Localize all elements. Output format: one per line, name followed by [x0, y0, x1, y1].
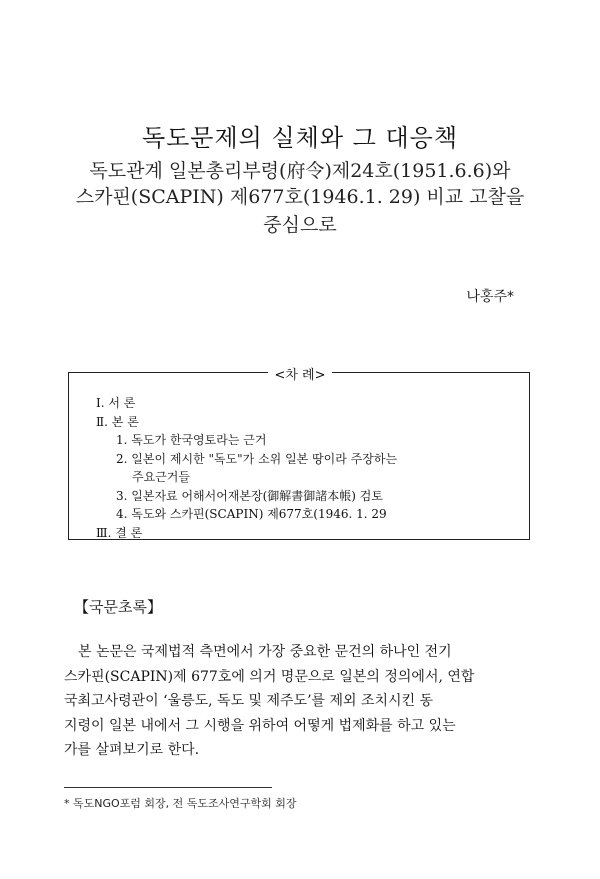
- toc-subitem-3: 3. 일본자료 어해서어재본장(御解書御諸本帳) 검토: [116, 488, 383, 503]
- paper-subtitle-line-2: 스카핀(SCAPIN) 제677호(1946.1. 29) 비교 고찰을: [75, 186, 525, 208]
- abstract-heading: 【국문초록】: [74, 598, 162, 616]
- toc-heading: [0, 364, 600, 383]
- abstract-line-4: 지령이 일본 내에서 그 시행을 위하여 어떻게 법제화를 하고 있는: [64, 717, 456, 734]
- paper-subtitle-line-3: 중심으로: [263, 214, 337, 236]
- author-name: 나홍주*: [466, 289, 514, 305]
- toc-subitem-2-continued: 주요근거들: [132, 470, 190, 484]
- footnote-divider: [64, 787, 272, 788]
- toc-list: [96, 394, 397, 542]
- paper-subtitle-line-1: 독도관계 일본총리부령(府令)제24호(1951.6.6)와: [89, 160, 511, 182]
- abstract-line-3: 국최고사령관이 ‘울릉도, 독도 및 제주도’를 제외 조치시킨 동: [64, 693, 434, 709]
- toc-subitem-2: 2. 일본이 제시한 "독도"가 소위 일본 땅이라 주장하는: [116, 451, 398, 466]
- abstract-line-2: 스카핀(SCAPIN)제 677호에 의거 명문으로 일본의 정의에서, 연합: [64, 668, 475, 685]
- toc-subitem-1: 1. 독도가 한국영토라는 근거: [116, 433, 267, 447]
- abstract-line-5: 가를 살펴보기로 한다.: [64, 742, 200, 758]
- toc-item-intro: Ⅰ. 서 론: [96, 396, 136, 410]
- toc-item-body: Ⅱ. 본 론: [96, 414, 139, 429]
- toc-heading-label: <차 례>: [268, 368, 331, 383]
- abstract-line-1: 본 논문은 국제법적 측면에서 가장 중요한 문건의 하나인 전기: [78, 644, 452, 660]
- abstract-body: [64, 640, 534, 763]
- author-footnote: * 독도NGO포럼 회장, 전 독도조사연구학회 회장: [64, 797, 297, 810]
- paper-title: 독도문제의 실체와 그 대응책: [141, 124, 459, 152]
- toc-subitem-4: 4. 독도와 스카핀(SCAPIN) 제677호(1946. 1. 29: [116, 507, 387, 521]
- toc-item-conclusion: Ⅲ. 결 론: [96, 525, 143, 540]
